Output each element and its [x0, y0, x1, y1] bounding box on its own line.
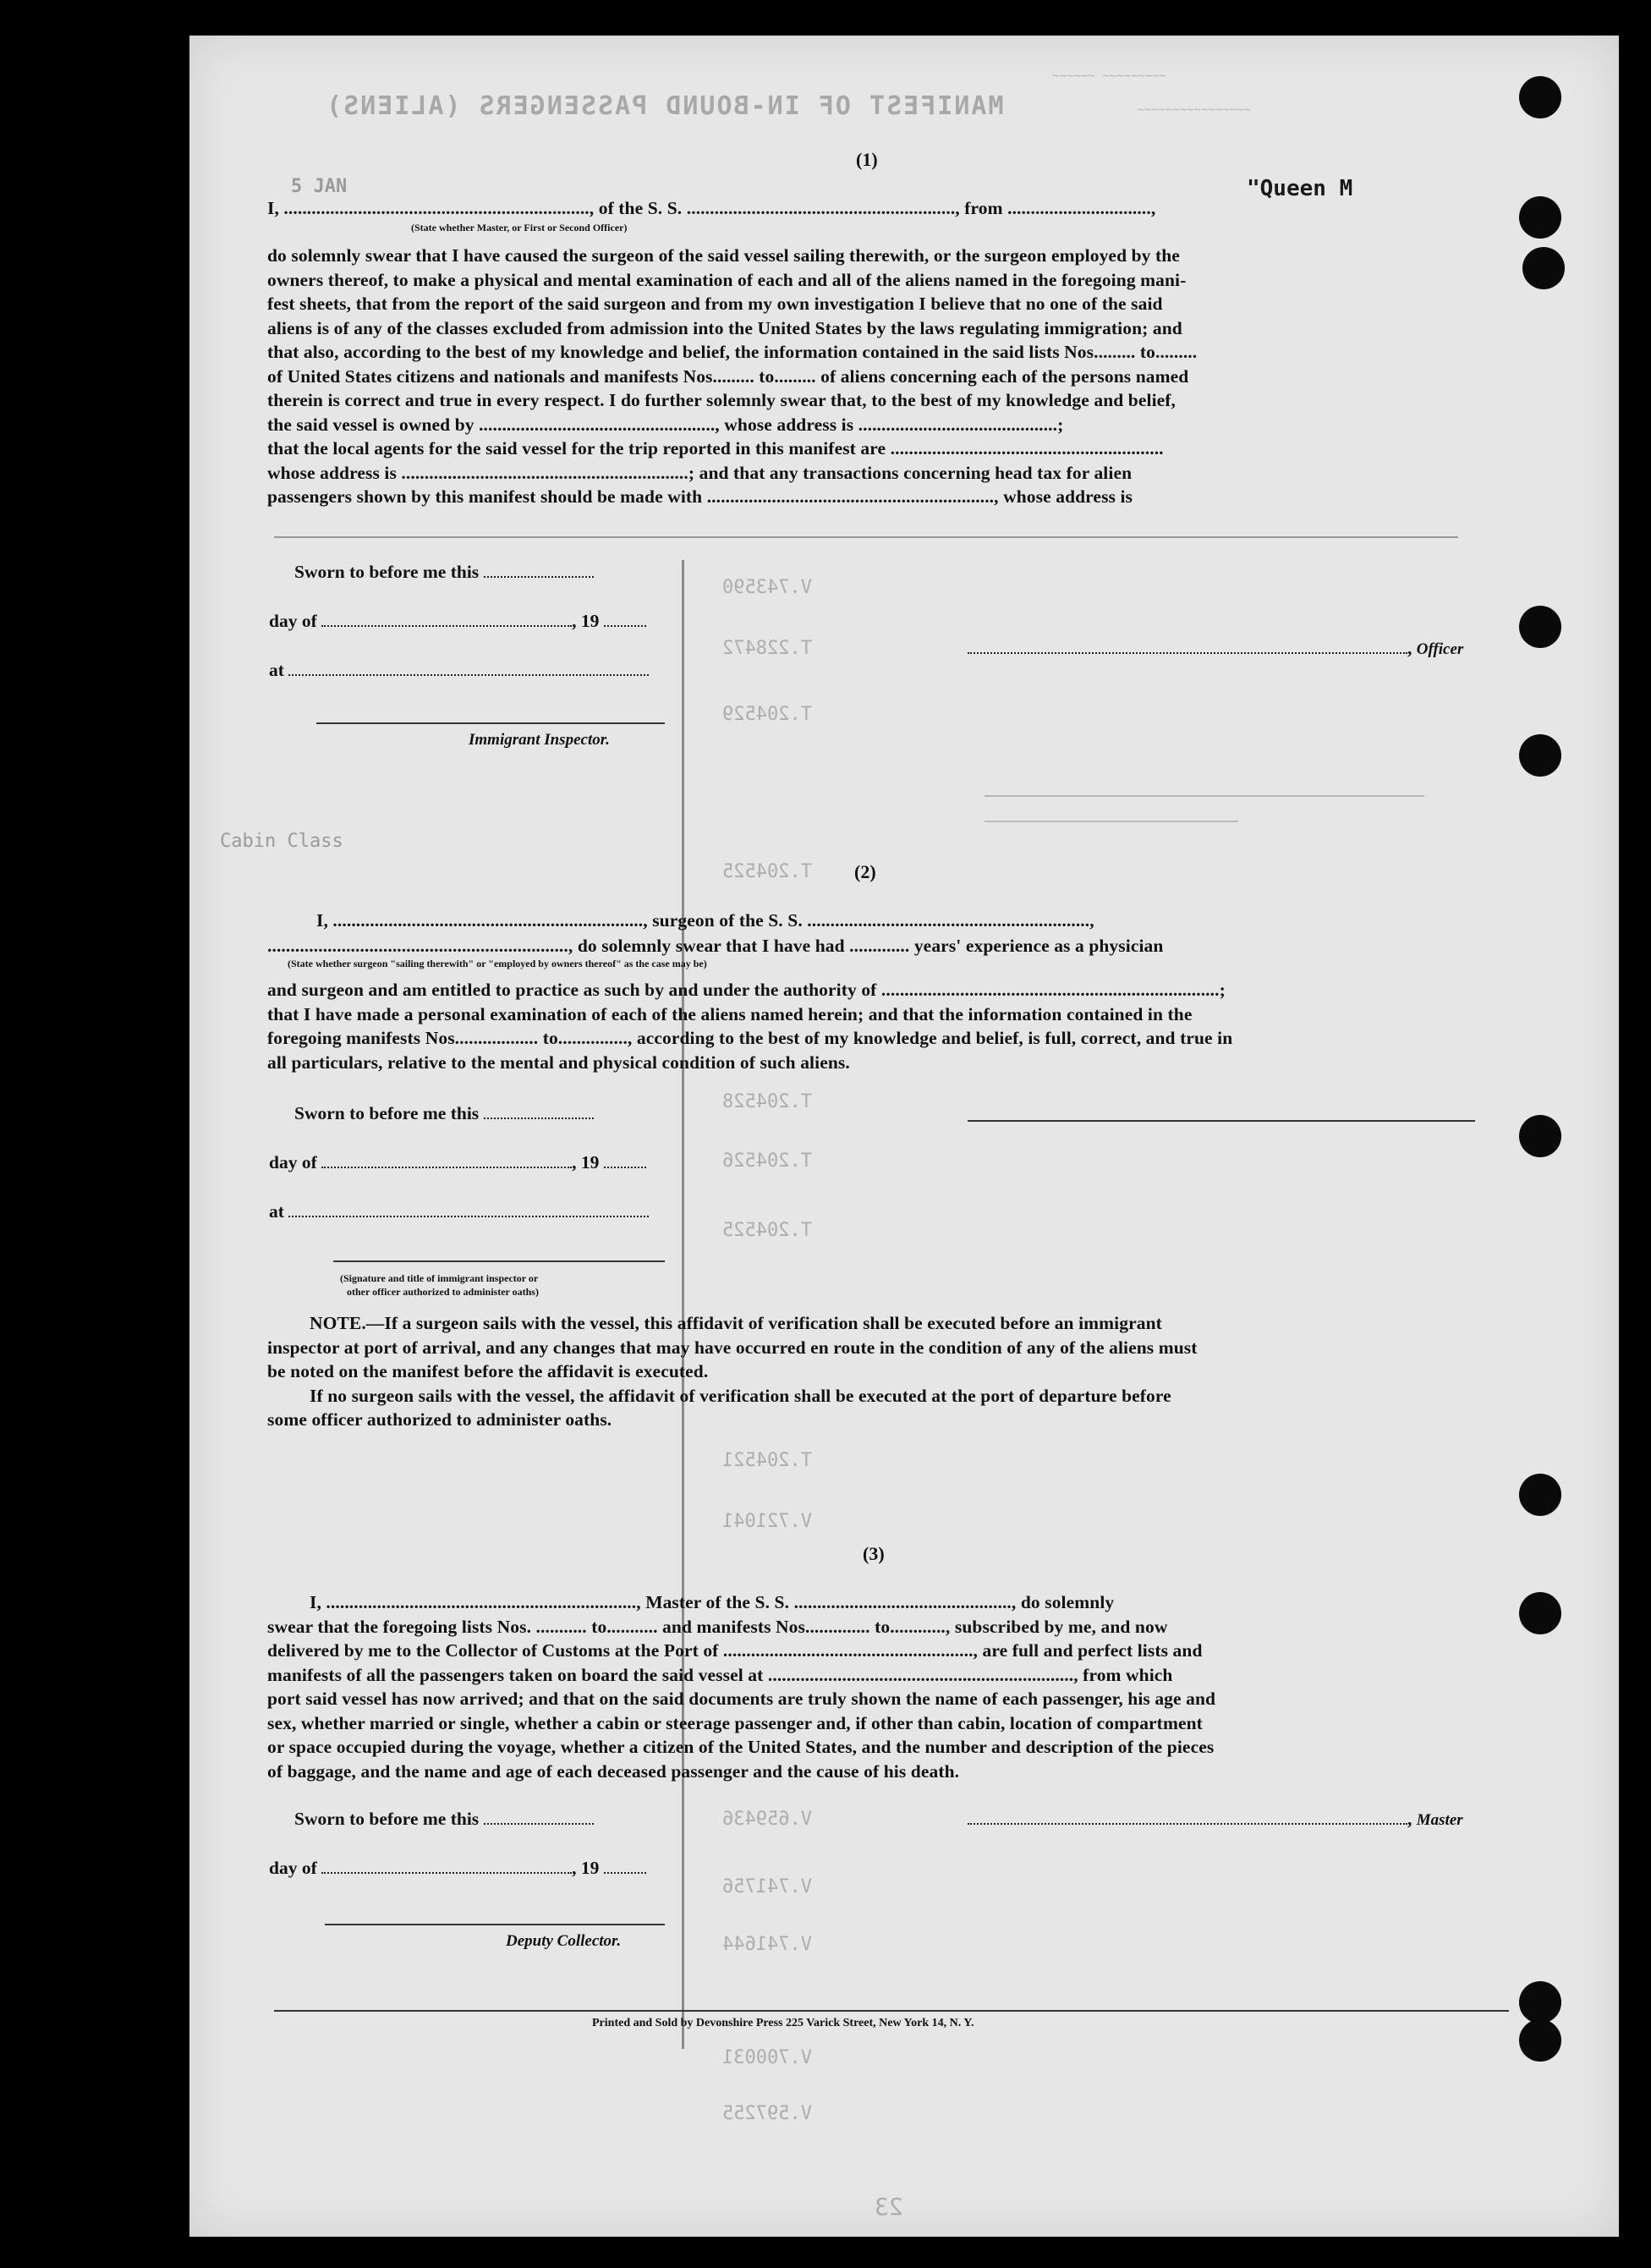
at-label: at [269, 1201, 649, 1222]
faded-header: MANIFEST OF IN-BOUND PASSENGERS (ALIENS) [325, 91, 1004, 121]
binder-hole [1519, 1474, 1561, 1516]
bleed-through-text: T.204525 [722, 1220, 812, 1241]
binder-hole [1519, 1981, 1561, 2024]
binder-hole [1519, 1592, 1561, 1634]
section-number: (1) [856, 149, 878, 170]
document-page [189, 36, 1619, 2237]
day-of-label: day of , 19 [269, 1152, 646, 1173]
section-2-text: and surgeon and am entitled to practice as such by and under the authority of .........................................................................; that I have made a personal examination of each of the aliens named herein; and that the information contained in the foregoing manifests Nos.................. to..............., according to the best of my knowledge and belief, is full, correct, and true in all particulars, relative to the mental and physical condition of such aliens. [267, 980, 1233, 1073]
bleed-through-text: V.743590 [722, 577, 812, 598]
bleed-rule [985, 795, 1424, 797]
bleed-through-text: T.204526 [722, 1150, 812, 1172]
signature-note: (Signature and title of immigrant inspector or [340, 1272, 539, 1284]
typed-ship-name: "Queen M [1247, 176, 1353, 201]
bleed-through-text: Cabin Class [220, 831, 343, 852]
section-2-text: I, ..................................................................., surgeon of the S. S. ............................................................., [316, 910, 1094, 931]
binder-hole [1522, 247, 1565, 289]
section-1-note: (State whether Master, or First or Second Officer) [411, 222, 628, 233]
day-of-label: day of , 19 [269, 1858, 646, 1879]
bleed-through-text: V.741756 [722, 1876, 812, 1897]
section-2-note: (State whether surgeon "sailing therewith" or "employed by owners thereof" as the case may be) [288, 958, 707, 969]
inspector-label: Immigrant Inspector. [469, 731, 610, 749]
note-text: NOTE.—If a surgeon sails with the vessel, this affidavit of verification shall be executed before an immigrant inspector at port of arrival, and any changes that may have occurred en route in the condition of any of the aliens must be noted on the manifest before the affidavit is executed. If no surgeon sails with the vessel, the affidavit of verification shall be executed at the port of departure before some officer authorized to administer oaths. [267, 1313, 1198, 1430]
bleed-through-text: V.741644 [722, 1934, 812, 1955]
separator [274, 536, 1458, 538]
printer-credit: Printed and Sold by Devonshire Press 225 Varick Street, New York 14, N. Y. [592, 2017, 974, 2029]
day-of-label: day of , 19 [269, 611, 646, 632]
footer-rule [274, 2010, 1509, 2012]
binder-hole [1519, 2019, 1561, 2062]
binder-hole [1519, 1115, 1561, 1157]
section-1-text: do solemnly swear that I have caused the surgeon of the said vessel sailing therewith, or the surgeon employed by the owners thereof, to make a physical and mental examination of each and all of the aliens named in the foregoing mani- fest sheets, that from the report of the said surgeon and from my own investigation I believe that no one of the said aliens is of any of the classes excluded from admission into the United States by the laws regulating immigration; and that also, according to the best of my knowledge and belief, the information contained in the said lists Nos......... to......... of United States citizens and nationals and manifests Nos......... to......... of aliens concerning each of the persons named therein is correct and true in every respect. I do further solemnly swear that, to the best of my knowledge and belief, the said vessel is owned by ..................................................., whose address is ...........................................; that the local agents for the said vessel for the trip reported in this manifest are ........................................................... whose address is ..............................................................; and that any transactions concerning head tax for alien passengers shown by this manifest should be made with .............................................................., whose address is [267, 245, 1198, 507]
faded-header-detail: ~~~~~~ ~~~~~~~~~ [1052, 69, 1166, 83]
binder-hole [1519, 734, 1561, 777]
binder-hole [1519, 196, 1561, 239]
section-number: (3) [863, 1543, 885, 1564]
sworn-label: Sworn to before me this [294, 1103, 594, 1124]
sworn-label: Sworn to before me this [294, 562, 594, 583]
binder-hole [1519, 606, 1561, 648]
bleed-through-text: V.659436 [722, 1809, 812, 1830]
bleed-through-page-number: 23 [875, 2193, 903, 2221]
section-1-text: I, .................................................................., of the S. S. .........................................................., from ..............................., [267, 198, 1156, 218]
section-3-text: I, ..................................................................., Master of the S. S. ..............................................., do solemnly swear that the foregoing lists Nos. ........... to........... and manifests Nos.............. to............, subscribed by me, and now delivered by me to the Collector of Customs at the Port of ......................................................, are full and perfect lists and manifests of all the passengers taken on board the said vessel at .................................................................., from which port said vessel has now arrived; and that on the said documents are truly shown the name of each passenger, his age and sex, whether married or single, whether a cabin or steerage passenger and, if other than cabin, location of compartment or space occupied during the voyage, whether a citizen of the United States, and the number and description of the pieces of baggage, and the name and age of each deceased passenger and the cause of his death. [267, 1592, 1216, 1782]
bleed-through-text: T.204528 [722, 1091, 812, 1112]
bleed-through-text: T.204525 [722, 861, 812, 882]
at-label: at [269, 660, 649, 681]
bleed-through-text: T.204529 [722, 704, 812, 725]
inspector-sig-line [333, 1260, 665, 1262]
signature-note: other officer authorized to administer oaths) [347, 1286, 539, 1298]
faded-header-detail: ~~~~~~~~~~~~~~~~ [1137, 103, 1251, 117]
sworn-label: Sworn to before me this [294, 1809, 594, 1830]
collector-label: Deputy Collector. [506, 1932, 622, 1950]
typed-date: 5 JAN [291, 176, 348, 197]
bleed-through-text: T.228472 [722, 638, 812, 659]
bleed-through-text: V.597255 [722, 2103, 812, 2124]
bleed-rule [985, 821, 1238, 822]
officer-sig: , Officer [968, 638, 1463, 659]
collector-sig-line [325, 1924, 665, 1925]
bleed-through-text: V.721041 [722, 1511, 812, 1532]
section-number: (2) [854, 861, 876, 882]
binder-hole [1519, 76, 1561, 118]
master-sig: , Master [968, 1809, 1463, 1830]
section-2-text: ................................................................., do solemnly swear that I have had ............. years' experience as a physician [267, 936, 1164, 956]
surgeon-sig-line [968, 1120, 1475, 1122]
bleed-through-text: V.700031 [722, 2047, 812, 2068]
form-column-rule [682, 560, 684, 2049]
bleed-through-text: T.204521 [722, 1450, 812, 1471]
inspector-sig-line [316, 722, 665, 724]
